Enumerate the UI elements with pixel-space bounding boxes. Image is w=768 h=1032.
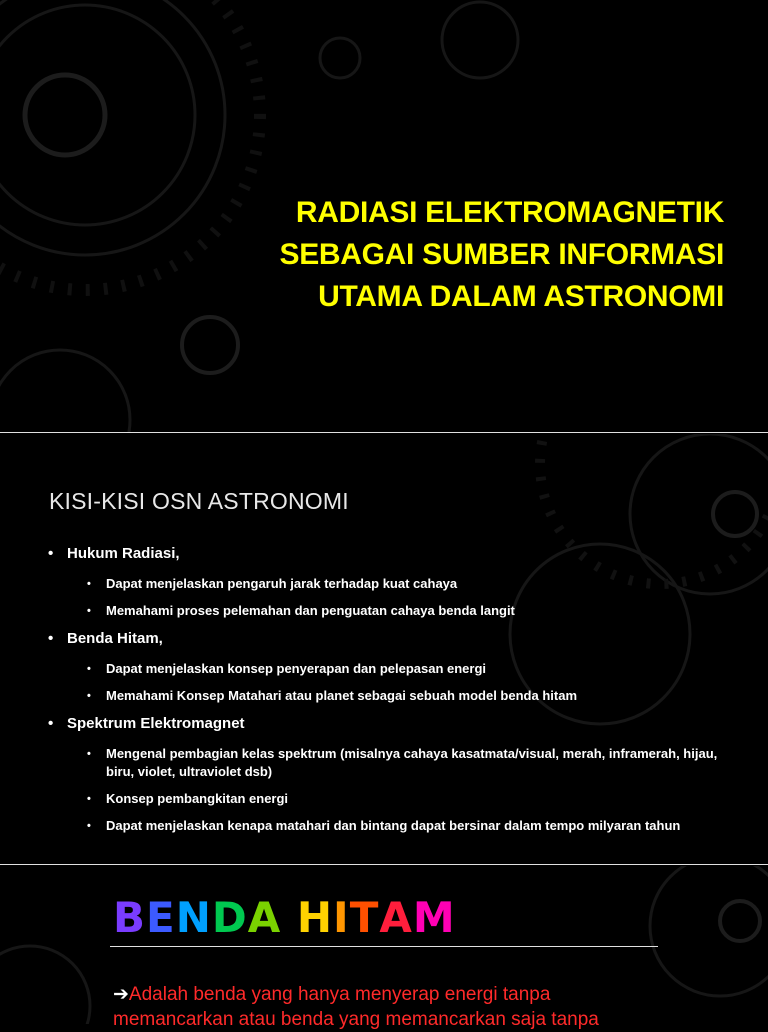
benda-hitam-title — [113, 893, 456, 942]
title-line: UTAMA DALAM ASTRONOMI — [318, 280, 724, 313]
list-item — [48, 715, 738, 835]
kisi-kisi-list — [48, 545, 738, 845]
slide-divider — [0, 864, 768, 865]
list-item: • Memahami proses pelemahan dan penguatan cahaya benda langit — [77, 602, 738, 620]
section-heading: Hukum Radiasi, — [67, 545, 180, 562]
sub-list — [67, 575, 738, 620]
title-letter: D — [211, 893, 248, 942]
list-item — [48, 630, 738, 705]
title-letter — [281, 893, 297, 942]
list-item: • Memahami Konsep Matahari atau planet sebagai sebuah model benda hitam — [77, 687, 738, 705]
list-item: • Dapat menjelaskan pengaruh jarak terhadap kuat cahaya — [77, 575, 738, 593]
list-item: • Dapat menjelaskan kenapa matahari dan bintang dapat bersinar dalam tempo milyaran tahun — [77, 817, 738, 835]
title-letter: E — [146, 893, 176, 942]
title-letter: B — [113, 893, 147, 942]
sub-list — [67, 745, 738, 835]
title-underline — [110, 946, 658, 947]
definition-paragraph — [113, 982, 673, 1032]
list-item — [48, 545, 738, 620]
title-letter: A — [379, 893, 413, 942]
title-letter: N — [175, 893, 212, 942]
title-letter: M — [412, 893, 456, 942]
title-letter: H — [296, 893, 334, 942]
title-line: SEBAGAI SUMBER INFORMASI — [279, 238, 724, 271]
title-letter: T — [349, 893, 380, 942]
list-item: • Mengenal pembagian kelas spektrum (misalnya cahaya kasatmata/visual, merah, inframerah, hijau, biru, violet, ultraviolet dsb) — [77, 745, 738, 781]
slide-title-heading — [280, 192, 725, 318]
slide-divider — [0, 432, 768, 433]
arrow-icon: ➔ — [113, 984, 129, 1005]
slide-title — [0, 0, 768, 432]
title-letter: A — [247, 893, 282, 942]
kisi-kisi-title: KISI-KISI OSN ASTRONOMI — [49, 488, 349, 514]
sub-list — [67, 660, 738, 705]
definition-text: Adalah benda yang hanya menyerap energi tanpa memancarkan atau benda yang memancarkan saja tanpa — [113, 984, 599, 1030]
section-heading: Benda Hitam, — [67, 630, 163, 647]
title-line: RADIASI ELEKTROMAGNETIK — [295, 196, 724, 229]
list-item: • Konsep pembangkitan energi — [77, 790, 738, 808]
section-heading: Spektrum Elektromagnet — [67, 715, 245, 732]
list-item: • Dapat menjelaskan konsep penyerapan dan pelepasan energi — [77, 660, 738, 678]
title-letter: I — [333, 893, 350, 942]
